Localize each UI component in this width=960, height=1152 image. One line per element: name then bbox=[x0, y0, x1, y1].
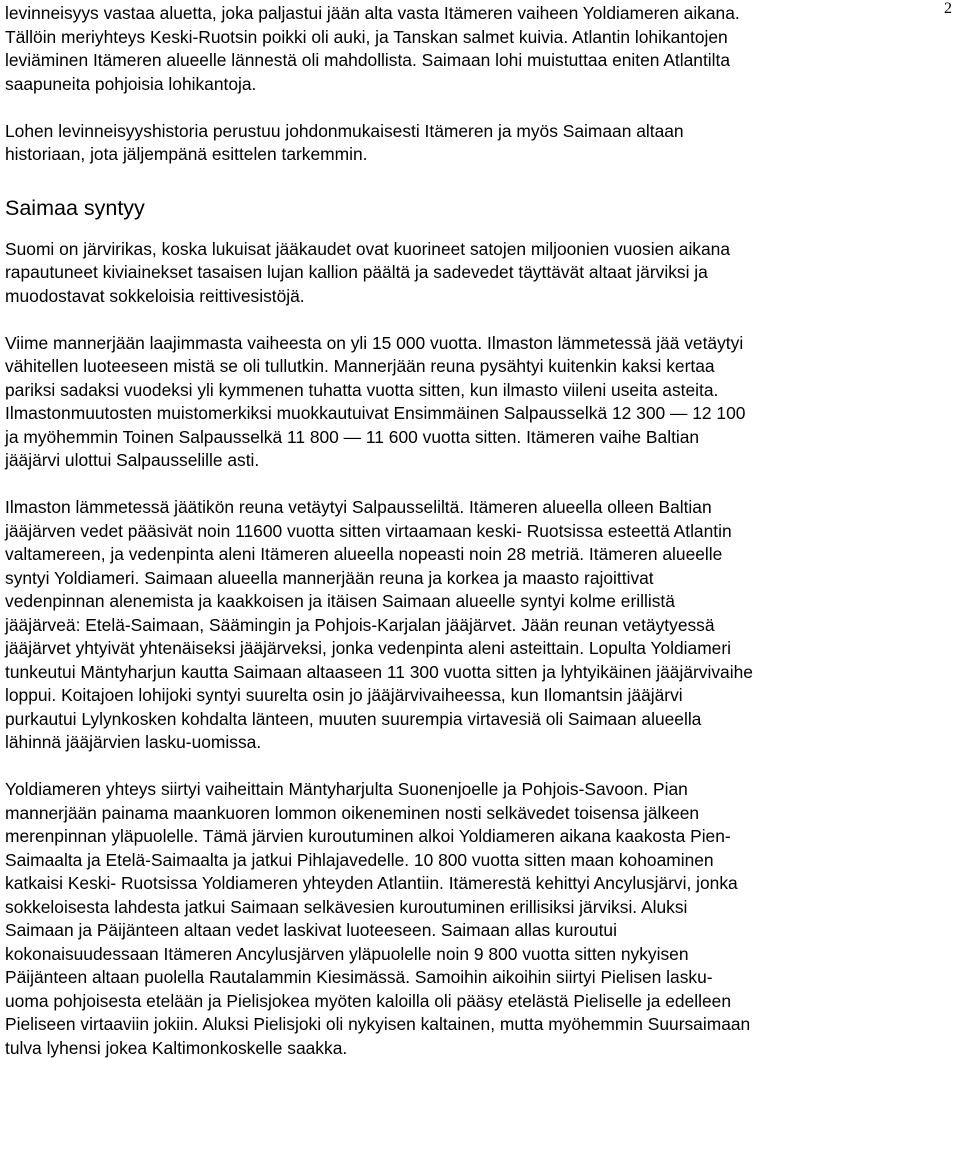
paragraph bbox=[5, 2, 940, 96]
text-line: valtamereen, ja vedenpinta aleni Itämeren alueella nopeasti noin 28 metriä. Itämeren alueelle bbox=[5, 544, 723, 564]
text-line: kokonaisuudessaan Itämeren Ancylusjärven yläpuolelle noin 9 800 vuotta sitten nykyisen bbox=[5, 943, 689, 964]
paragraph bbox=[5, 332, 940, 473]
text-line: pariksi sadaksi vuodeksi yli kymmenen tuhatta vuotta sitten, kun ilmasto viileni useita asteita. bbox=[5, 379, 719, 400]
text-line: Ilmaston lämmetessä jäätikön reuna vetäytyi Salpausseliltä. Itämeren alueella olleen Baltian bbox=[5, 497, 712, 517]
paragraph-spacer bbox=[5, 308, 940, 332]
text-line: Lohen levinneisyyshistoria perustuu johdonmukaisesti Itämeren ja myös Saimaan altaan bbox=[5, 120, 684, 141]
paragraph bbox=[5, 496, 940, 755]
paragraph bbox=[5, 120, 940, 167]
text-line: Saimaalta ja Etelä-Saimaalta ja jatkui Pihlajavedelle. 10 800 vuotta sitten maan kohoaminen bbox=[5, 849, 714, 870]
text-line: levinneisyys vastaa aluetta, joka paljastui jään alta vasta Itämeren vaiheen Yoldiameren aikana. bbox=[5, 3, 740, 23]
text-line: Yoldiameren yhteys siirtyi vaiheittain Mäntyharjulta Suonenjoelle ja Pohjois-Savoon. Pian bbox=[5, 779, 688, 799]
paragraph bbox=[5, 238, 940, 309]
text-line: sokkeloisesta lahdesta jatkui Saimaan selkävesien kuroutuminen erillisiksi järviksi. Aluksi bbox=[5, 896, 688, 917]
text-line: vähitellen luoteeseen mistä se oli tullutkin. Mannerjään reuna pysähtyi kuitenkin kaksi kertaa bbox=[5, 356, 715, 376]
paragraph-spacer bbox=[5, 755, 940, 779]
text-line: merenpinnan yläpuolelle. Tämä järvien kuroutuminen alkoi Yoldiameren aikana kaakosta Pien- bbox=[5, 826, 731, 846]
text-line: leviäminen Itämeren alueelle lännestä oli mahdollista. Saimaan lohi muistuttaa eniten Atlantilta bbox=[5, 50, 731, 70]
text-line: saapuneita pohjoisia lohikantoja. bbox=[5, 73, 257, 94]
text-line: katkaisi Keski- Ruotsissa Yoldiameren yhteyden Atlantiin. Itämerestä kehittyi Ancylusjärvi, jonka bbox=[5, 873, 738, 893]
text-line: Päijänteen altaan puolella Rautalammin Kiesimässä. Samoihin aikoihin siirtyi Pielisen lasku- bbox=[5, 967, 713, 987]
text-line: historiaan, jota jäljempänä esittelen tarkemmin. bbox=[5, 144, 368, 164]
section-heading: Saimaa syntyy bbox=[5, 195, 145, 220]
text-line: jääjärvet yhtyivät yhtenäiseksi jääjärveksi, jonka vedenpinta aleni asteittain. Lopulta Yoldiameri bbox=[5, 638, 732, 658]
paragraph bbox=[5, 778, 940, 1060]
paragraph-spacer bbox=[5, 473, 940, 497]
text-line: Pieliseen virtaaviin jokiin. Aluksi Pielisjoki oli nykyisen kaltainen, mutta myöhemmin Suursaimaan bbox=[5, 1014, 751, 1034]
text-line: syntyi Yoldiameri. Saimaan alueella mannerjään reuna ja korkea ja maasto rajoittivat bbox=[5, 567, 654, 588]
text-line: mannerjään painama maankuoren lommon oikeneminen nosti selkävedet toisensa jälkeen bbox=[5, 802, 700, 823]
text-line: rapautuneet kiviainekset tasaisen lujan kallion päältä ja sadevedet täyttävät altaat järviksi ja bbox=[5, 262, 708, 282]
text-line: ja myöhemmin Toinen Salpausselkä 11 800 — 11 600 vuotta sitten. Itämeren vaihe Baltian bbox=[5, 426, 700, 447]
paragraph-spacer bbox=[5, 96, 940, 120]
text-line: muodostavat sokkeloisia reittivesistöjä. bbox=[5, 285, 305, 306]
text-line: tunkeutui Mäntyharjun kautta Saimaan altaaseen 11 300 vuotta sitten ja lyhtyikäinen jääjärvivaihe bbox=[5, 661, 753, 682]
page-number: 2 bbox=[944, 0, 952, 17]
text-line: loppui. Koitajoen lohijoki syntyi suurelta osin jo jääjärvivaiheessa, kun Ilomantsin jääjärvi bbox=[5, 685, 683, 705]
text-line: purkautui Lylynkosken kohdalta länteen, muuten suurempia virtavesiä oli Saimaan alueella bbox=[5, 708, 702, 729]
spacer bbox=[5, 167, 940, 195]
text-line: Saimaan ja Päijänteen altaan vedet laskivat luoteeseen. Saimaan allas kuroutui bbox=[5, 920, 617, 940]
text-line: uoma pohjoisesta etelään ja Pielisjokea myöten kaloilla oli pääsy etelästä Pieliselle ja edelleen bbox=[5, 990, 732, 1011]
text-line: Suomi on järvirikas, koska lukuisat jääkaudet ovat kuorineet satojen miljoonien vuosien aikana bbox=[5, 238, 731, 259]
text-line: lähinnä jääjärvien lasku-uomissa. bbox=[5, 732, 262, 752]
document-body bbox=[5, 2, 940, 1060]
text-line: Tällöin meriyhteys Keski-Ruotsin poikki oli auki, ja Tanskan salmet kuivia. Atlantin lohikantojen bbox=[5, 26, 728, 47]
text-line: jääjärven vedet pääsivät noin 11600 vuotta sitten virtaamaan keski- Ruotsissa esteettä Atlantin bbox=[5, 520, 732, 541]
text-line: Ilmastonmuutosten muistomerkiksi muokkautuivat Ensimmäinen Salpausselkä 12 300 — 12 100 bbox=[5, 403, 746, 423]
spacer bbox=[5, 221, 940, 238]
text-line: Viime mannerjään laajimmasta vaiheesta on yli 15 000 vuotta. Ilmaston lämmetessä jää vetäytyi bbox=[5, 332, 744, 353]
text-line: jääjärveä: Etelä-Saimaan, Säämingin ja Pohjois-Karjalan jääjärvet. Jään reunan vetäytyessä bbox=[5, 614, 715, 635]
text-line: jääjärvi ulottui Salpausselille asti. bbox=[5, 450, 260, 470]
text-line: vedenpinnan alenemista ja kaakkoisen ja itäisen Saimaan alueelle syntyi kolme erillistä bbox=[5, 591, 675, 611]
text-line: tulva lyhensi jokea Kaltimonkoskelle saakka. bbox=[5, 1037, 348, 1058]
